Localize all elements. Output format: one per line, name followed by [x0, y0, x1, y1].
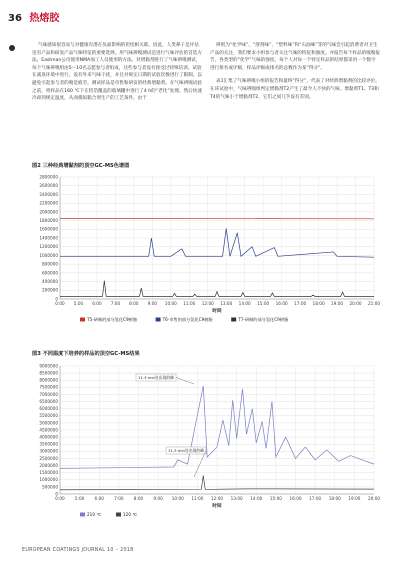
legend-label: T7-研制的部分氢化C9树脂	[238, 317, 289, 322]
section-title: 热熔胶	[29, 13, 60, 24]
x-tick-label: 17:00	[294, 301, 307, 306]
y-tick-label: 1500000	[39, 470, 58, 476]
annotation-pointer	[194, 451, 206, 478]
x-tick-label: 7:00	[114, 496, 124, 501]
x-tick-label: 5:00	[73, 301, 84, 306]
y-tick-label: 1000000	[39, 477, 58, 483]
page-footer: EUROPEAN COATINGS JOURNAL 10 – 2018	[22, 548, 134, 553]
x-axis-label: 时间	[212, 309, 222, 314]
x-tick-label: 15:00	[269, 496, 282, 501]
y-tick-label: 3000000	[39, 448, 58, 454]
x-tick-label: 5:00	[74, 496, 85, 501]
y-tick-label: 1000000	[39, 252, 58, 258]
y-tick-label: 800000	[42, 261, 58, 267]
y-tick-label: 2600000	[39, 183, 58, 189]
x-tick-label: 18:00	[328, 496, 341, 501]
x-tick-label: 13:00	[230, 496, 243, 501]
paragraph: 气味感知很容易与对健康有潜在负面影响的担忧相关联。因此，人类鼻子是评估送有产品和研发产品气味特征的重要选择。用气味辨嗅测试是进行气味评估的首选方法。Eastman公司使用NMA加工人员使用的方法。对增黏剂进行了气味辨嗅测试，每个气味辨嗅组由5～10名志愿参与者组成，这些参与者没有接受过特殊培训。试验在减臭环境中进行，没有外来气味干扰，并且对规定日期的试验次数进行了限制。以避免引起参与者的嗅觉疲劳。测试样品是市售和研发的经典增黏剂。在气味辨嗅试验之前，将样品在160 ℃下在铝箔覆盖的玻璃罐中进行了4 h的“老化”处理。然后快速冷却到规定温度，从而模拟黏合剂生产的工艺条件。由于	[32, 43, 202, 102]
y-tick-label: 2500000	[39, 455, 58, 461]
x-tick-label: 19:00	[348, 496, 361, 501]
x-tick-label: 0:00	[55, 301, 65, 306]
body-column-right	[210, 42, 380, 107]
y-tick-label: 1600000	[39, 226, 58, 232]
y-tick-label: 8500000	[39, 370, 58, 376]
y-tick-label: 400000	[42, 278, 58, 284]
x-tick-label: 11:00	[183, 301, 196, 306]
figure-3-title: 图3 不同温度下培养的样品的顶空GC-MS结果	[32, 351, 140, 357]
legend-swatch	[80, 318, 85, 322]
y-tick-label: 6000000	[39, 406, 58, 412]
legend-label: T6-市售的部分氢化C9树脂	[162, 317, 213, 322]
x-tick-label: 17:00	[309, 496, 322, 501]
legend-swatch	[231, 318, 236, 322]
y-tick-label: 1200000	[39, 244, 58, 250]
legend-label: 210 ℃	[87, 512, 102, 517]
y-tick-label: 1400000	[39, 235, 58, 241]
y-tick-label: 1800000	[39, 217, 58, 223]
y-tick-label: 2000000	[39, 209, 58, 215]
annotation-pointer	[176, 378, 194, 385]
paragraph: 辨别为“化学味”、“溶剂味”、“塑料味”和“石油味”等的气味会引起消费者对卫生产品的关注，我们要求小组参与者关注气味的特征和强度。并报告每个样品的嗅嗅报告，各类型的“化学”气味的强度。每个人对每一个特定样品的结果都采用一个数字进行排名或评级，样品评级或排名的总数作为某“得分”。	[210, 43, 380, 71]
x-tick-label: 20:00	[349, 301, 362, 306]
y-tick-label: 2800000	[39, 174, 58, 180]
x-tick-label: 21:00	[367, 301, 381, 306]
y-tick-label: 5500000	[39, 413, 58, 419]
page-header	[8, 9, 59, 24]
x-tick-label: 8:00	[129, 301, 139, 306]
y-tick-label: 7500000	[39, 384, 58, 390]
figure-2-chart	[32, 173, 381, 339]
x-tick-label: 6:00	[92, 301, 102, 306]
y-tick-label: 0	[55, 491, 58, 497]
page-number: 36	[8, 13, 22, 24]
chart-figure-2	[32, 173, 381, 339]
x-tick-label: 10:00	[171, 496, 184, 501]
y-tick-label: 4000000	[39, 434, 58, 440]
x-tick-label: 16:00	[275, 301, 288, 306]
legend-swatch	[156, 318, 161, 322]
x-tick-label: 14:00	[250, 496, 263, 501]
y-tick-label: 600000	[42, 270, 58, 276]
x-tick-label: 12:00	[201, 301, 214, 306]
x-tick-label: 9:00	[147, 301, 158, 306]
x-tick-label: 6:00	[94, 496, 104, 501]
x-tick-label: 15:00	[257, 301, 270, 306]
legend-label: 120 ℃	[123, 512, 138, 517]
series-line	[60, 228, 374, 257]
x-tick-label: 10:00	[164, 301, 177, 306]
y-tick-label: 2400000	[39, 191, 58, 197]
x-tick-label: 19:00	[331, 301, 344, 306]
y-tick-label: 0	[55, 296, 58, 302]
y-tick-label: 200000	[42, 287, 58, 293]
x-tick-label: 16:00	[289, 496, 302, 501]
figure-3-chart	[32, 362, 381, 534]
figure-2-title: 图2 三种经典增黏剂的顶空GC-MS色谱图	[32, 163, 130, 169]
legend-swatch	[80, 513, 85, 517]
x-tick-label: 9:00	[153, 496, 163, 501]
y-tick-label: 4500000	[39, 427, 58, 433]
bullet-marker	[9, 45, 15, 51]
x-tick-label: 11:00	[191, 496, 204, 501]
x-tick-label: 20:00	[367, 496, 381, 501]
x-tick-label: 13:00	[220, 301, 233, 306]
series-line	[60, 281, 374, 297]
legend-swatch	[116, 513, 121, 517]
annotation-label: 11.3 min处出现的峰	[138, 375, 174, 380]
y-tick-label: 7000000	[39, 391, 58, 397]
body-column-left	[32, 42, 202, 109]
x-tick-label: 14:00	[238, 301, 251, 306]
y-tick-label: 9000000	[39, 363, 58, 369]
y-tick-label: 6500000	[39, 398, 58, 404]
y-tick-label: 500000	[42, 484, 58, 490]
x-tick-label: 18:00	[312, 301, 325, 306]
y-tick-label: 5000000	[39, 420, 58, 426]
chart-figure-3	[32, 362, 381, 534]
annotation-label: 11.3 min处出现的峰	[168, 448, 204, 453]
x-tick-label: 0:00	[55, 496, 65, 501]
x-axis-label: 时间	[212, 504, 222, 509]
y-tick-label: 2000000	[39, 462, 58, 468]
y-tick-label: 2200000	[39, 200, 58, 206]
x-tick-label: 12:00	[210, 496, 224, 501]
x-tick-label: 7:00	[110, 301, 121, 306]
y-tick-label: 3500000	[39, 441, 58, 447]
x-tick-label: 8:00	[133, 496, 144, 501]
y-tick-label: 8000000	[39, 377, 58, 383]
paragraph: 表1汇集了气味辨嗅小组的报告和最终“得分”，代表了对经典增黏剂的比较评价。在该试验中，气味辨嗅组判定增黏剂T2产生了最令人不快的气味。增黏剂T1、T3和T4的气味小于增黏剂T2，它们之间几乎没有差别。	[210, 79, 380, 100]
legend-label: T5-研制的部分氢化C9树脂	[87, 317, 138, 322]
